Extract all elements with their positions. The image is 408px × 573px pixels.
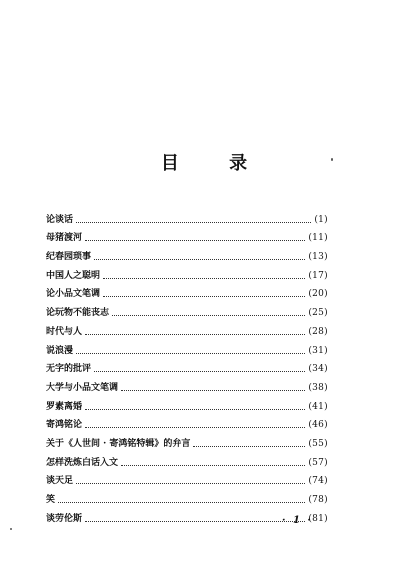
scan-speck <box>10 528 12 530</box>
toc-entry-page: (57) <box>308 457 328 468</box>
dot-leader <box>94 365 305 372</box>
toc-entry-title: 纪春园琐事 <box>46 252 92 263</box>
toc-entry[interactable] <box>46 375 328 394</box>
toc-entry-title: 谈劳伦斯 <box>46 513 83 524</box>
dot-leader <box>85 328 305 335</box>
page-title: 目 录 <box>160 153 270 174</box>
toc-entry-title: 罗素离婚 <box>46 401 83 412</box>
toc-entry-title: 论玩物不能丧志 <box>46 308 110 319</box>
dot-leader <box>103 272 305 279</box>
toc-entry-page: (81) <box>308 513 328 524</box>
toc-entry-page: (28) <box>308 326 328 337</box>
toc-entry-page: (31) <box>308 345 328 356</box>
toc-entry-page: (74) <box>308 476 328 487</box>
toc-entry[interactable] <box>46 282 328 301</box>
dot-leader <box>85 403 305 410</box>
toc-entry-title: 谈天足 <box>46 476 74 487</box>
toc-entry[interactable] <box>46 338 328 357</box>
toc-entry-page: (38) <box>308 382 328 393</box>
toc-entry[interactable] <box>46 357 328 376</box>
toc-entry[interactable] <box>46 487 328 506</box>
toc-entry-page: (20) <box>308 289 328 300</box>
toc-entry-title: 母猪渡河 <box>46 233 83 244</box>
dot-leader <box>85 515 305 522</box>
dot-leader <box>121 459 305 466</box>
toc-entry-title: 关于《人世间 · 寄鸿铭特辑》的弁言 <box>46 438 191 449</box>
dot-leader <box>112 309 305 316</box>
dot-leader <box>121 384 305 391</box>
dot-leader <box>85 234 305 241</box>
dot-leader <box>76 216 311 223</box>
toc-entry-page: (46) <box>308 420 328 431</box>
toc-entry-page: (41) <box>308 401 328 412</box>
toc-entry-page: (1) <box>314 214 328 225</box>
dot-leader <box>193 440 305 447</box>
dot-leader <box>76 347 305 354</box>
toc-entry[interactable] <box>46 207 328 226</box>
toc-entry-page: (34) <box>308 364 328 375</box>
toc-entry-page: (25) <box>308 308 328 319</box>
toc-entry-title: 中国人之聪明 <box>46 270 101 281</box>
toc-entry[interactable] <box>46 244 328 263</box>
dot-leader <box>85 421 305 428</box>
toc-entry[interactable] <box>46 226 328 245</box>
toc-entry-title: 大学与小品文笔调 <box>46 382 119 393</box>
toc-entry-page: (11) <box>308 233 328 244</box>
toc-entry[interactable] <box>46 263 328 282</box>
toc-entry-title: 论谈话 <box>46 214 74 225</box>
toc-entry-page: (78) <box>308 495 328 505</box>
toc-entry-title: 寄鸿铭论 <box>46 420 83 431</box>
dot-leader <box>58 496 305 503</box>
dot-leader <box>103 290 305 297</box>
dot-leader <box>94 253 305 260</box>
toc-entry-page: (13) <box>308 252 328 263</box>
toc-entry-title: 笑 <box>46 495 56 505</box>
scan-speck <box>331 158 333 161</box>
page-number: · 1 · <box>282 515 313 526</box>
toc-entry[interactable] <box>46 300 328 319</box>
toc-entry-page: (55) <box>308 438 328 449</box>
toc-entry[interactable] <box>46 394 328 413</box>
toc-entry[interactable] <box>46 319 328 338</box>
toc-entry-title: 时代与人 <box>46 326 83 337</box>
toc-entry-title: 说浪漫 <box>46 345 74 356</box>
toc-entry[interactable] <box>46 450 328 469</box>
toc-entry-page: (17) <box>308 270 328 281</box>
toc-entry-title: 无字的批评 <box>46 364 92 375</box>
dot-leader <box>76 477 305 484</box>
toc-entry[interactable] <box>46 469 328 488</box>
toc-entry-title: 论小品文笔调 <box>46 289 101 300</box>
toc-entry-title: 怎样洗炼白话入文 <box>46 457 119 468</box>
toc-entry[interactable] <box>46 431 328 450</box>
table-of-contents <box>46 207 328 525</box>
toc-entry[interactable] <box>46 413 328 432</box>
